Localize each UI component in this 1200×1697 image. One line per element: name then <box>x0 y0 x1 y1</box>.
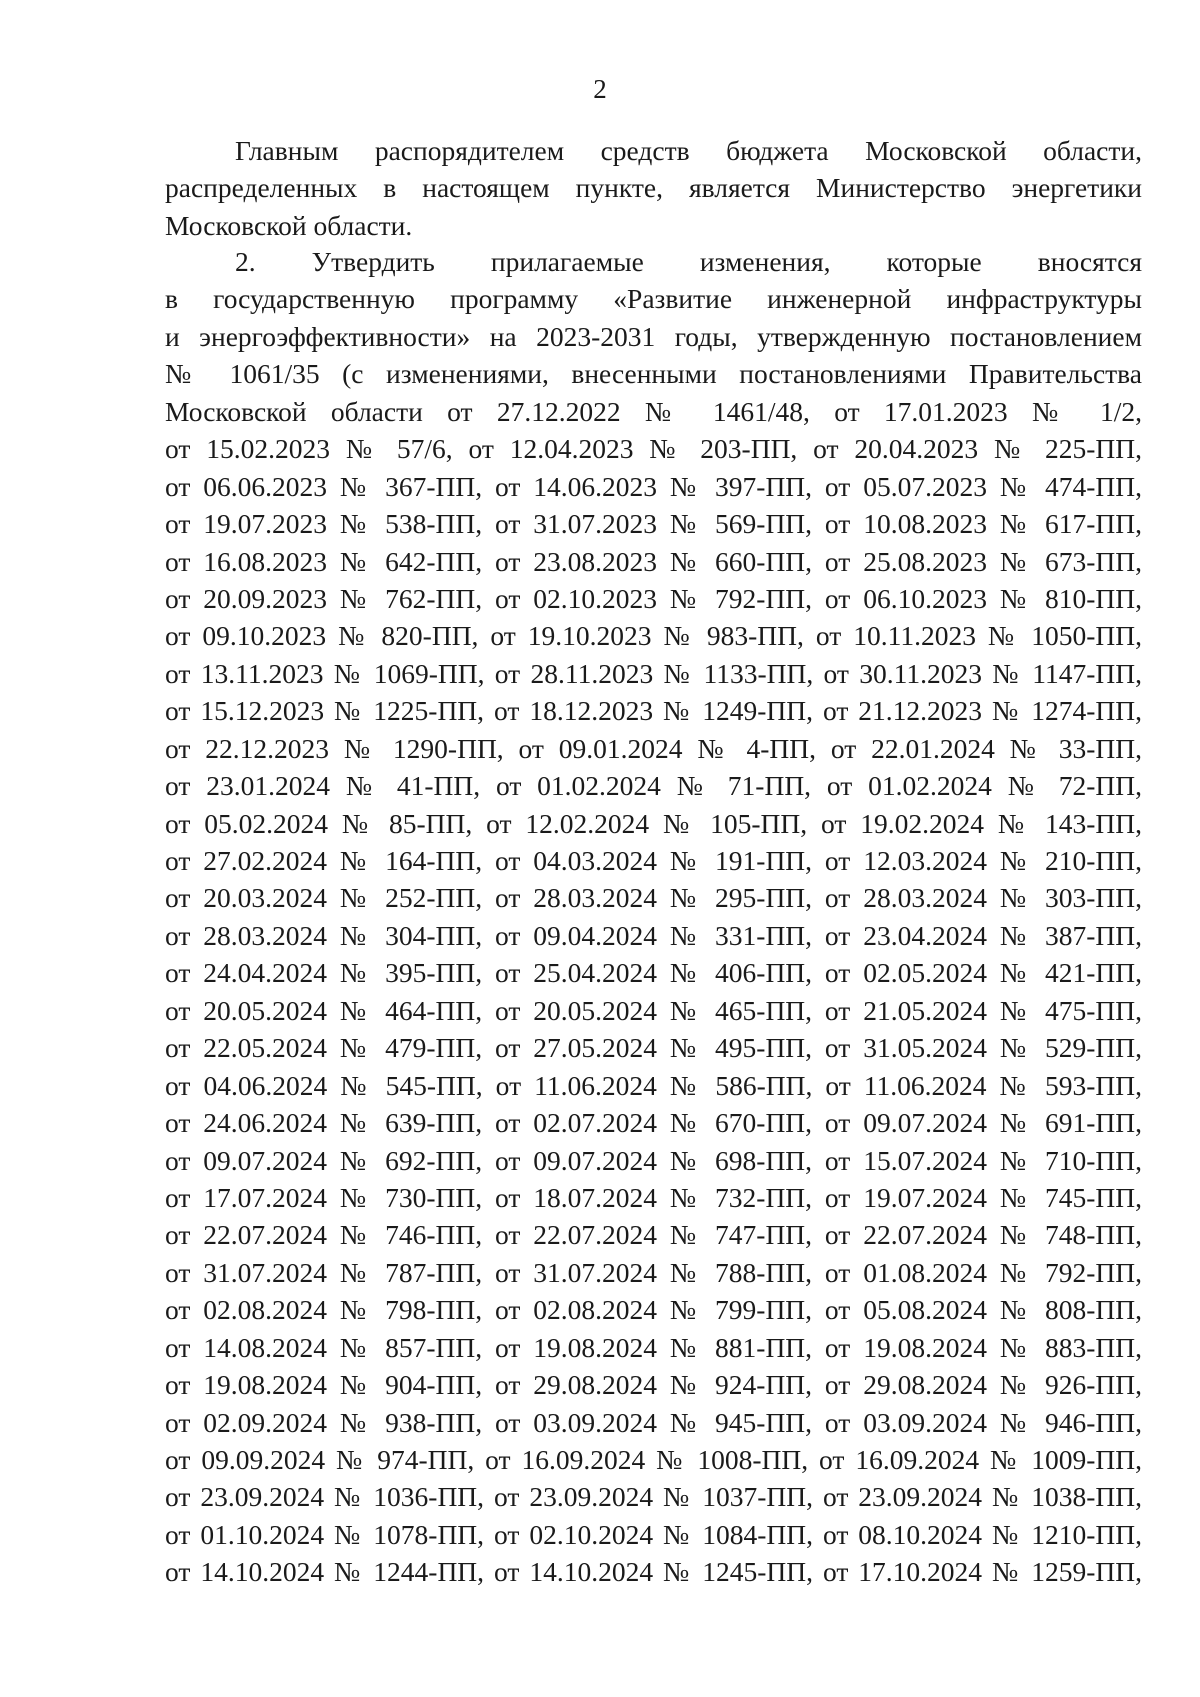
text-line: от 09.09.2024 № 974-ПП, от 16.09.2024 № 1008-ПП, от 16.09.2024 № 1009-ПП, <box>165 1444 1142 1475</box>
text-line: от 22.05.2024 № 479-ПП, от 27.05.2024 № 495-ПП, от 31.05.2024 № 529-ПП, <box>165 1032 1142 1064</box>
text-line: Главным распорядителем средств бюджета Московской области, <box>235 135 1142 166</box>
text-line <box>165 1628 1142 1665</box>
text-line: от 16.08.2023 № 642-ПП, от 23.08.2023 № 660-ПП, от 25.08.2023 № 673-ПП, <box>165 545 1142 577</box>
text-line: от 24.04.2024 № 395-ПП, от 25.04.2024 № 406-ПП, от 02.05.2024 № 421-ПП, <box>165 957 1142 989</box>
text-line: от 19.07.2023 № 538-ПП, от 31.07.2023 № 569-ПП, от 10.08.2023 № 617-ПП, <box>165 508 1142 540</box>
text-line: от 17.07.2024 № 730-ПП, от 18.07.2024 № 732-ПП, от 19.07.2024 № 745-ПП, <box>165 1181 1142 1213</box>
text-line: от 15.12.2023 № 1225-ПП, от 18.12.2023 № 1249-ПП, от 21.12.2023 № 1274-ПП, <box>165 695 1142 727</box>
intro-paragraph <box>165 132 1142 244</box>
text-line: от 28.03.2024 № 304-ПП, от 09.04.2024 № 331-ПП, от 23.04.2024 № 387-ПП, <box>165 919 1142 951</box>
text-line: от 14.08.2024 № 857-ПП, от 19.08.2024 № 881-ПП, от 19.08.2024 № 883-ПП, <box>165 1331 1142 1363</box>
text-line: от 14.10.2024 № 1244-ПП, от 14.10.2024 № 1245-ПП, от 17.10.2024 № 1259-ПП, <box>165 1556 1142 1588</box>
text-line: Московской области от 27.12.2022 № 1461/48, от 17.01.2023 № 1/2, <box>165 395 1142 427</box>
text-line: распределенных в настоящем пункте, является Министерство энергетики <box>165 172 1142 204</box>
text-line: 2. Утвердить прилагаемые изменения, которые вносятся <box>235 246 1142 277</box>
text-line: от 02.09.2024 № 938-ПП, от 03.09.2024 № 945-ПП, от 03.09.2024 № 946-ПП, <box>165 1406 1142 1438</box>
text-line: от 24.06.2024 № 639-ПП, от 02.07.2024 № 670-ПП, от 09.07.2024 № 691-ПП, <box>165 1107 1142 1139</box>
page-number: 2 <box>593 74 607 104</box>
text-line: от 23.01.2024 № 41-ПП, от 01.02.2024 № 71-ПП, от 01.02.2024 № 72-ПП, <box>165 770 1142 802</box>
text-line: от 20.09.2023 № 762-ПП, от 02.10.2023 № 792-ПП, от 06.10.2023 № 810-ПП, <box>165 582 1142 614</box>
text-line: от 15.02.2023 № 57/6, от 12.04.2023 № 203-ПП, от 20.04.2023 № 225-ПП, <box>165 433 1142 465</box>
text-line: от 19.08.2024 № 904-ПП, от 29.08.2024 № 924-ПП, от 29.08.2024 № 926-ПП, <box>165 1369 1142 1401</box>
text-line: от 20.05.2024 № 464-ПП, от 20.05.2024 № 465-ПП, от 21.05.2024 № 475-ПП, <box>165 994 1142 1026</box>
text-line <box>165 1591 1142 1628</box>
text-line: в государственную программу «Развитие инженерной инфраструктуры <box>165 283 1142 315</box>
text-line: № 1061/35 (с изменениями, внесенными постановлениями Правительства <box>165 358 1142 390</box>
paragraph-2 <box>165 243 1142 1666</box>
text-line: от 27.02.2024 № 164-ПП, от 04.03.2024 № 191-ПП, от 12.03.2024 № 210-ПП, <box>165 845 1142 876</box>
text-line: от 22.07.2024 № 746-ПП, от 22.07.2024 № 747-ПП, от 22.07.2024 № 748-ПП, <box>165 1219 1142 1251</box>
text-line: от 23.09.2024 № 1036-ПП, от 23.09.2024 № 1037-ПП, от 23.09.2024 № 1038-ПП, <box>165 1481 1142 1513</box>
text-line: и энергоэффективности» на 2023-2031 годы, утвержденную постановлением <box>165 320 1142 352</box>
text-line: от 13.11.2023 № 1069-ПП, от 28.11.2023 № 1133-ПП, от 30.11.2023 № 1147-ПП, <box>165 657 1142 689</box>
text-line: от 05.02.2024 № 85-ПП, от 12.02.2024 № 105-ПП, от 19.02.2024 № 143-ПП, <box>165 807 1142 839</box>
text-line: от 02.08.2024 № 798-ПП, от 02.08.2024 № 799-ПП, от 05.08.2024 № 808-ПП, <box>165 1294 1142 1326</box>
text-line: от 01.10.2024 № 1078-ПП, от 02.10.2024 № 1084-ПП, от 08.10.2024 № 1210-ПП, <box>165 1518 1142 1550</box>
text-line: от 09.07.2024 № 692-ПП, от 09.07.2024 № 698-ПП, от 15.07.2024 № 710-ПП, <box>165 1144 1142 1176</box>
text-line: от 09.10.2023 № 820-ПП, от 19.10.2023 № 983-ПП, от 10.11.2023 № 1050-ПП, <box>165 620 1142 652</box>
text-line: от 04.06.2024 № 545-ПП, от 11.06.2024 № 586-ПП, от 11.06.2024 № 593-ПП, <box>165 1069 1142 1101</box>
text-line: от 22.12.2023 № 1290-ПП, от 09.01.2024 № 4-ПП, от 22.01.2024 № 33-ПП, <box>165 732 1142 764</box>
text-line: от 31.07.2024 № 787-ПП, от 31.07.2024 № 788-ПП, от 01.08.2024 № 792-ПП, <box>165 1256 1142 1288</box>
text-line: Московской области. <box>165 209 413 241</box>
text-line: от 06.06.2023 № 367-ПП, от 14.06.2023 № 397-ПП, от 05.07.2023 № 474-ПП, <box>165 470 1142 502</box>
text-line: от 20.03.2024 № 252-ПП, от 28.03.2024 № 295-ПП, от 28.03.2024 № 303-ПП, <box>165 882 1142 914</box>
